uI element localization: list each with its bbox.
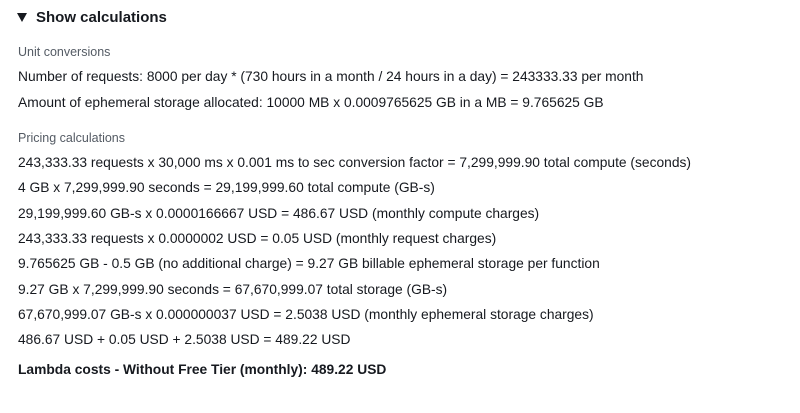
pricing-calculation-line: 9.765625 GB - 0.5 GB (no additional charge) = 9.27 GB billable ephemeral storage per function [18,256,600,271]
lambda-costs-total: Lambda costs - Without Free Tier (monthly): 489.22 USD [18,362,387,377]
pricing-calculation-line: 29,199,999.60 GB-s x 0.0000166667 USD = 486.67 USD (monthly compute charges) [18,206,540,221]
caret-down-icon [17,13,27,22]
pricing-calculation-line: 486.67 USD + 0.05 USD + 2.5038 USD = 489.22 USD [18,332,351,347]
unit-conversion-line: Amount of ephemeral storage allocated: 10000 MB x 0.0009765625 GB in a MB = 9.765625 GB [18,95,604,110]
unit-conversions-heading: Unit conversions [18,45,111,59]
pricing-calculation-line: 67,670,999.07 GB-s x 0.000000037 USD = 2.5038 USD (monthly ephemeral storage charges) [18,307,594,322]
pricing-calculation-line: 4 GB x 7,299,999.90 seconds = 29,199,999.60 total compute (GB-s) [18,180,435,195]
pricing-calculation-line: 243,333.33 requests x 0.0000002 USD = 0.05 USD (monthly request charges) [18,231,497,246]
show-calculations-label: Show calculations [36,8,167,26]
unit-conversion-line: Number of requests: 8000 per day * (730 hours in a month / 24 hours in a day) = 243333.33 per month [18,69,644,84]
pricing-calculation-line: 9.27 GB x 7,299,999.90 seconds = 67,670,999.07 total storage (GB-s) [18,282,448,297]
pricing-calculations-heading: Pricing calculations [18,131,125,145]
show-calculations-toggle[interactable] [17,6,167,28]
pricing-calculation-line: 243,333.33 requests x 30,000 ms x 0.001 ms to sec conversion factor = 7,299,999.90 total compute (seconds) [18,155,691,170]
